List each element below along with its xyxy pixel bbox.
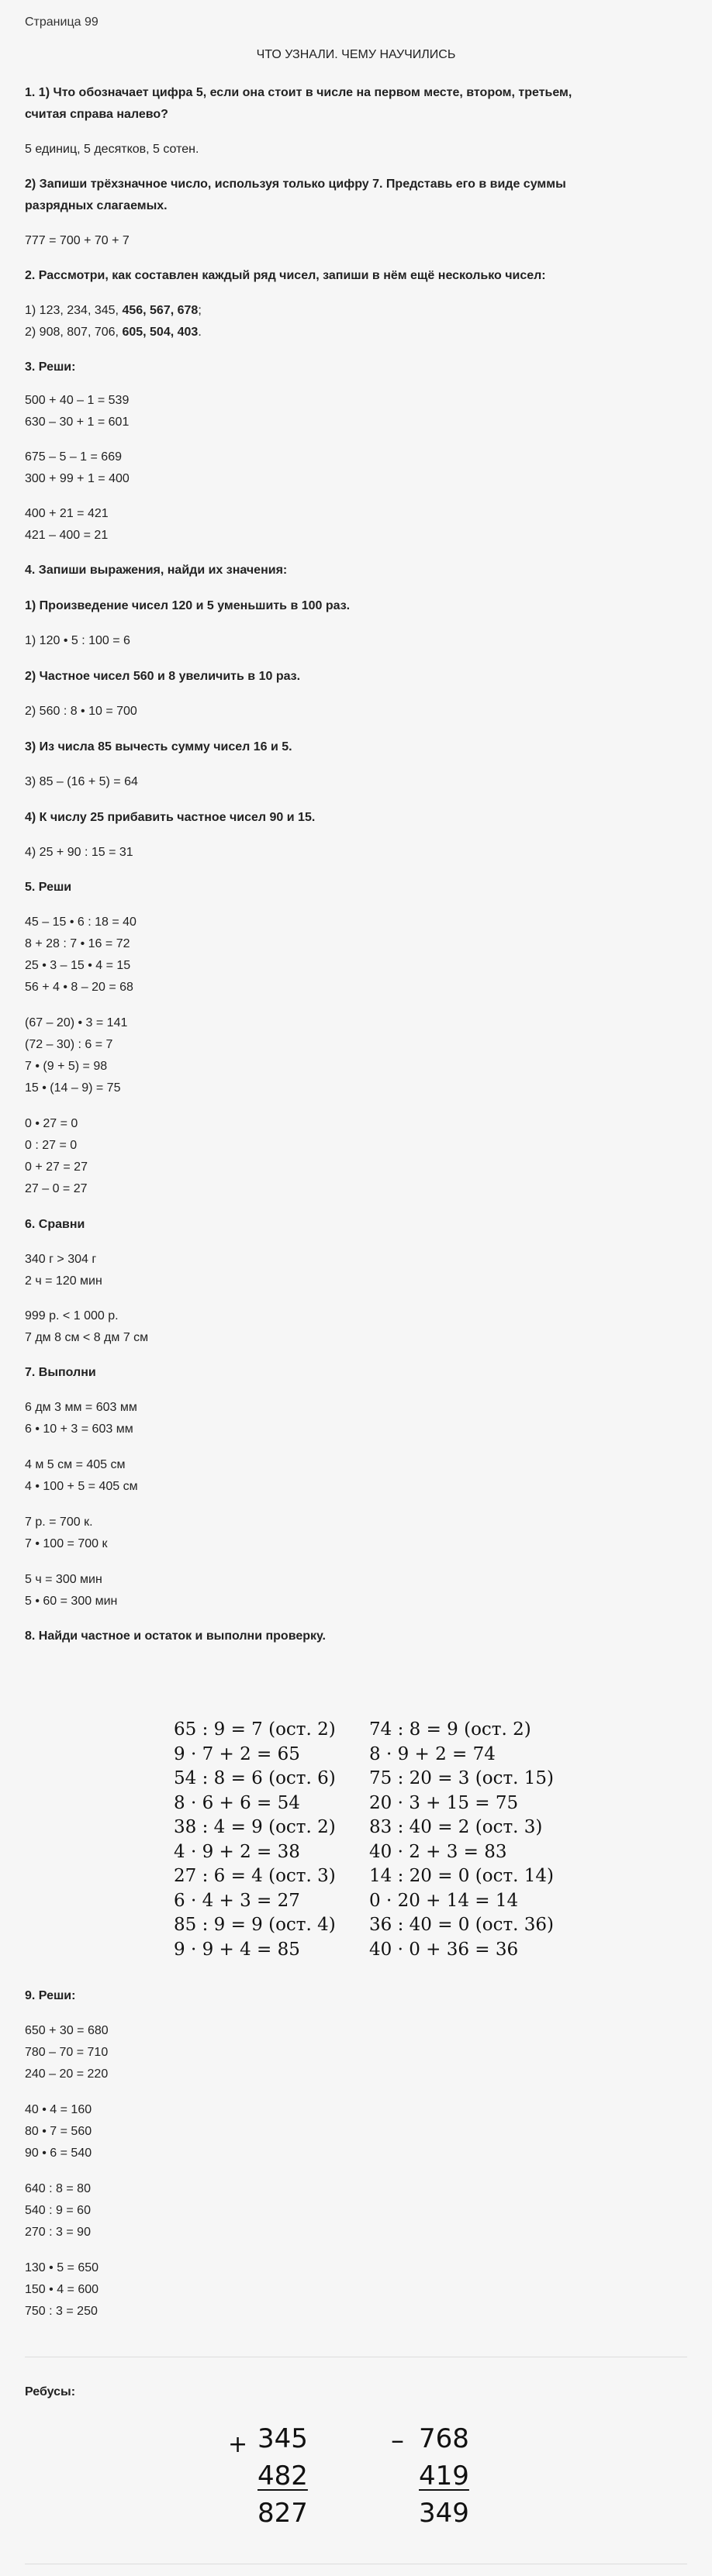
division-line: 20 · 3 + 15 = 75	[369, 1792, 519, 1813]
line-text: 5 единиц, 5 десятков, 5 сотен.	[25, 143, 199, 156]
line-answer: 605, 504, 403	[122, 326, 199, 339]
text-heading	[25, 85, 572, 101]
text-line	[25, 2181, 91, 2197]
text-line	[25, 325, 202, 340]
text-line	[25, 774, 138, 790]
text-line	[25, 1594, 117, 1609]
text-heading	[25, 880, 71, 895]
division-line: 38 : 4 = 9 (ост. 2)	[174, 1817, 336, 1837]
line-text: 675 – 5 – 1 = 669	[25, 450, 122, 464]
line-text: 3) Из числа 85 вычесть сумму чисел 16 и 5.	[25, 740, 292, 753]
text-line	[25, 2045, 108, 2060]
line-text: 2. Рассмотри, как составлен каждый ряд чисел, запиши в нём ещё несколько чисел:	[25, 269, 546, 282]
text-line	[25, 506, 109, 522]
line-text: 999 р. < 1 000 р.	[25, 1309, 119, 1322]
text-line	[25, 845, 133, 860]
division-line: 4 · 9 + 2 = 38	[174, 1841, 300, 1862]
line-text: 4) К числу 25 прибавить частное чисел 90 и 15.	[25, 811, 316, 824]
line-text: 7 • 100 = 700 к	[25, 1537, 108, 1550]
line-text: 1. 1) Что обозначает цифра 5, если она стоит в числе на первом месте, втором, третьем,	[25, 86, 572, 99]
text-line	[25, 2023, 109, 2039]
text-line	[25, 704, 137, 719]
line-punct: .	[198, 326, 202, 339]
text-line	[25, 915, 137, 930]
line-text: 7 р. = 700 к.	[25, 1516, 93, 1529]
text-line	[25, 2203, 91, 2219]
text-heading	[25, 1365, 96, 1381]
text-line	[25, 633, 130, 649]
line-text: 750 : 3 = 250	[25, 2305, 98, 2318]
text-line	[25, 1309, 119, 1324]
text-line	[25, 471, 130, 487]
text-line	[25, 1536, 107, 1552]
line-answer: 456, 567, 678	[122, 304, 199, 317]
text-line	[25, 2282, 99, 2298]
text-line	[25, 1252, 96, 1267]
line-text: 5 • 60 = 300 мин	[25, 1595, 118, 1608]
line-text: 777 = 700 + 70 + 7	[25, 234, 130, 247]
line-text: 7. Выполни	[25, 1366, 96, 1379]
line-text: разрядных слагаемых.	[25, 199, 168, 212]
text-line	[25, 1037, 112, 1053]
text-line	[25, 393, 129, 409]
line-punct: ;	[198, 304, 202, 317]
line-text: 25 • 3 – 15 • 4 = 15	[25, 959, 131, 972]
text-line	[25, 142, 199, 157]
line-text: Ребусы:	[25, 2385, 76, 2398]
line-text: 80 • 7 = 560	[25, 2125, 92, 2138]
line-text: 8. Найди частное и остаток и выполни проверку.	[25, 1629, 326, 1643]
text-line	[25, 2260, 99, 2276]
text-line	[25, 2067, 108, 2082]
text-line	[25, 1572, 102, 1588]
line-text: 2 ч = 120 мин	[25, 1274, 102, 1288]
text-line	[25, 1160, 88, 1175]
line-text: 9. Реши:	[25, 1989, 76, 2002]
division-line: 6 · 4 + 3 = 27	[174, 1890, 300, 1911]
line-text: 780 – 70 = 710	[25, 2046, 109, 2059]
text-line	[25, 1138, 77, 1154]
line-text: 4 м 5 см = 405 см	[25, 1458, 126, 1471]
text-heading	[25, 268, 546, 284]
text-line	[25, 936, 130, 952]
text-line	[25, 2146, 92, 2161]
line-text: 4 • 100 + 5 = 405 см	[25, 1480, 138, 1493]
line-text: 4. Запиши выражения, найди их значения:	[25, 564, 288, 577]
division-line: 8 · 9 + 2 = 74	[369, 1743, 496, 1764]
division-line: 75 : 20 = 3 (ост. 15)	[369, 1768, 555, 1788]
line-text: 630 – 30 + 1 = 601	[25, 416, 130, 429]
line-text: 6. Сравни	[25, 1218, 85, 1231]
text-heading	[25, 1988, 75, 2004]
line-text: 45 – 15 • 6 : 18 = 40	[25, 916, 137, 929]
line-text: 40 • 4 = 160	[25, 2103, 92, 2116]
line-text: 1) 120 • 5 : 100 = 6	[25, 634, 130, 647]
division-line: 40 · 2 + 3 = 83	[369, 1841, 507, 1862]
text-line	[25, 1081, 120, 1096]
text-heading	[25, 598, 350, 614]
line-text: 340 г > 304 г	[25, 1253, 97, 1266]
line-text: 6 • 10 + 3 = 603 мм	[25, 1422, 133, 1436]
text-heading	[25, 360, 75, 375]
line-text: 3. Реши:	[25, 360, 76, 374]
division-line: 83 : 40 = 2 (ост. 3)	[369, 1817, 543, 1837]
line-text: 2) Частное чисел 560 и 8 увеличить в 10 раз.	[25, 670, 301, 683]
line-text: (72 – 30) : 6 = 7	[25, 1038, 113, 1051]
division-line: 9 · 7 + 2 = 65	[174, 1743, 300, 1764]
rebus-sub-b: 419	[419, 2460, 469, 2492]
text-heading	[25, 563, 287, 578]
rebus-sub-sign: –	[391, 2425, 404, 2456]
text-heading	[25, 107, 168, 122]
line-text: считая справа налево?	[25, 108, 168, 121]
rebus-add-a: 345	[257, 2423, 308, 2454]
text-line	[25, 1422, 133, 1437]
text-line	[25, 1457, 126, 1473]
line-text: (67 – 20) • 3 = 141	[25, 1016, 128, 1029]
division-line: 65 : 9 = 7 (ост. 2)	[174, 1719, 336, 1740]
text-line	[25, 528, 108, 543]
text-line	[25, 1059, 107, 1074]
line-text: 0 + 27 = 27	[25, 1160, 88, 1174]
text-heading	[25, 810, 315, 826]
page-title: ЧТО УЗНАЛИ. ЧЕМУ НАУЧИЛИСЬ	[256, 48, 456, 61]
line-text: 2) 560 : 8 • 10 = 700	[25, 705, 137, 718]
line-text: 500 + 40 – 1 = 539	[25, 394, 130, 407]
rebus-add-sign: +	[228, 2431, 248, 2458]
line-text: 0 • 27 = 0	[25, 1117, 78, 1130]
line-text: 540 : 9 = 60	[25, 2204, 91, 2217]
text-line	[25, 2102, 92, 2118]
text-line	[25, 1016, 127, 1031]
page-label: Страница 99	[25, 16, 99, 29]
line-text: 240 – 20 = 220	[25, 2067, 109, 2081]
line-text: 150 • 4 = 600	[25, 2283, 99, 2296]
text-line	[25, 1515, 93, 1530]
line-text: 5. Реши	[25, 881, 72, 894]
line-text: 1) Произведение чисел 120 и 5 уменьшить в 100 раз.	[25, 599, 351, 612]
division-line: 0 · 20 + 14 = 14	[369, 1890, 519, 1911]
text-heading	[25, 2385, 75, 2400]
rebus-add-b: 482	[257, 2460, 308, 2492]
line-text: 3) 85 – (16 + 5) = 64	[25, 775, 138, 788]
text-line	[25, 2225, 91, 2240]
line-text: 2) Запиши трёхзначное число, используя только цифру 7. Представь его в виде суммы	[25, 178, 566, 191]
division-line: 36 : 40 = 0 (ост. 36)	[369, 1915, 555, 1935]
line-text: 1) 123, 234, 345,	[25, 304, 123, 317]
division-line: 8 · 6 + 6 = 54	[174, 1792, 300, 1813]
line-text: 400 + 21 = 421	[25, 507, 109, 520]
text-line	[25, 1116, 78, 1132]
text-heading	[25, 1629, 326, 1644]
text-line	[25, 1274, 102, 1289]
rebus-sub-a: 768	[419, 2423, 469, 2454]
text-line	[25, 1330, 148, 1346]
line-text: 640 : 8 = 80	[25, 2182, 91, 2195]
line-text: 90 • 6 = 540	[25, 2147, 92, 2160]
text-heading	[25, 1217, 85, 1233]
line-text: 2) 908, 807, 706,	[25, 326, 123, 339]
text-line	[25, 958, 130, 974]
rebus-add-result: 827	[257, 2498, 308, 2529]
division-line: 27 : 6 = 4 (ост. 3)	[174, 1866, 336, 1886]
line-text: 300 + 99 + 1 = 400	[25, 472, 130, 485]
line-text: 15 • (14 – 9) = 75	[25, 1081, 121, 1095]
text-line	[25, 233, 130, 249]
text-line	[25, 1181, 88, 1197]
text-line	[25, 980, 133, 995]
line-text: 4) 25 + 90 : 15 = 31	[25, 846, 133, 859]
division-line: 85 : 9 = 9 (ост. 4)	[174, 1915, 336, 1935]
text-heading	[25, 740, 292, 755]
text-heading	[25, 177, 566, 192]
division-line: 54 : 8 = 6 (ост. 6)	[174, 1768, 336, 1788]
division-line: 9 · 9 + 4 = 85	[174, 1939, 300, 1960]
division-line: 14 : 20 = 0 (ост. 14)	[369, 1866, 555, 1886]
rebus-sub-result: 349	[419, 2498, 469, 2529]
line-text: 130 • 5 = 650	[25, 2261, 99, 2274]
line-text: 7 дм 8 см < 8 дм 7 см	[25, 1331, 149, 1344]
line-text: 421 – 400 = 21	[25, 529, 109, 542]
text-heading	[25, 669, 300, 685]
line-text: 8 + 28 : 7 • 16 = 72	[25, 937, 130, 950]
text-line	[25, 415, 129, 430]
line-text: 6 дм 3 мм = 603 мм	[25, 1401, 137, 1414]
text-line	[25, 2304, 98, 2319]
line-text: 650 + 30 = 680	[25, 2024, 109, 2037]
text-line	[25, 450, 122, 465]
line-text: 56 + 4 • 8 – 20 = 68	[25, 981, 133, 994]
line-text: 27 – 0 = 27	[25, 1182, 88, 1195]
line-text: 0 : 27 = 0	[25, 1139, 78, 1152]
line-text: 7 • (9 + 5) = 98	[25, 1060, 108, 1073]
text-line	[25, 2124, 92, 2140]
text-line	[25, 303, 202, 319]
division-line: 74 : 8 = 9 (ост. 2)	[369, 1719, 531, 1740]
line-text: 5 ч = 300 мин	[25, 1573, 102, 1586]
line-text: 270 : 3 = 90	[25, 2226, 91, 2239]
division-line: 40 · 0 + 36 = 36	[369, 1939, 519, 1960]
text-line	[25, 1479, 138, 1495]
text-line	[25, 1400, 137, 1416]
text-heading	[25, 198, 168, 214]
